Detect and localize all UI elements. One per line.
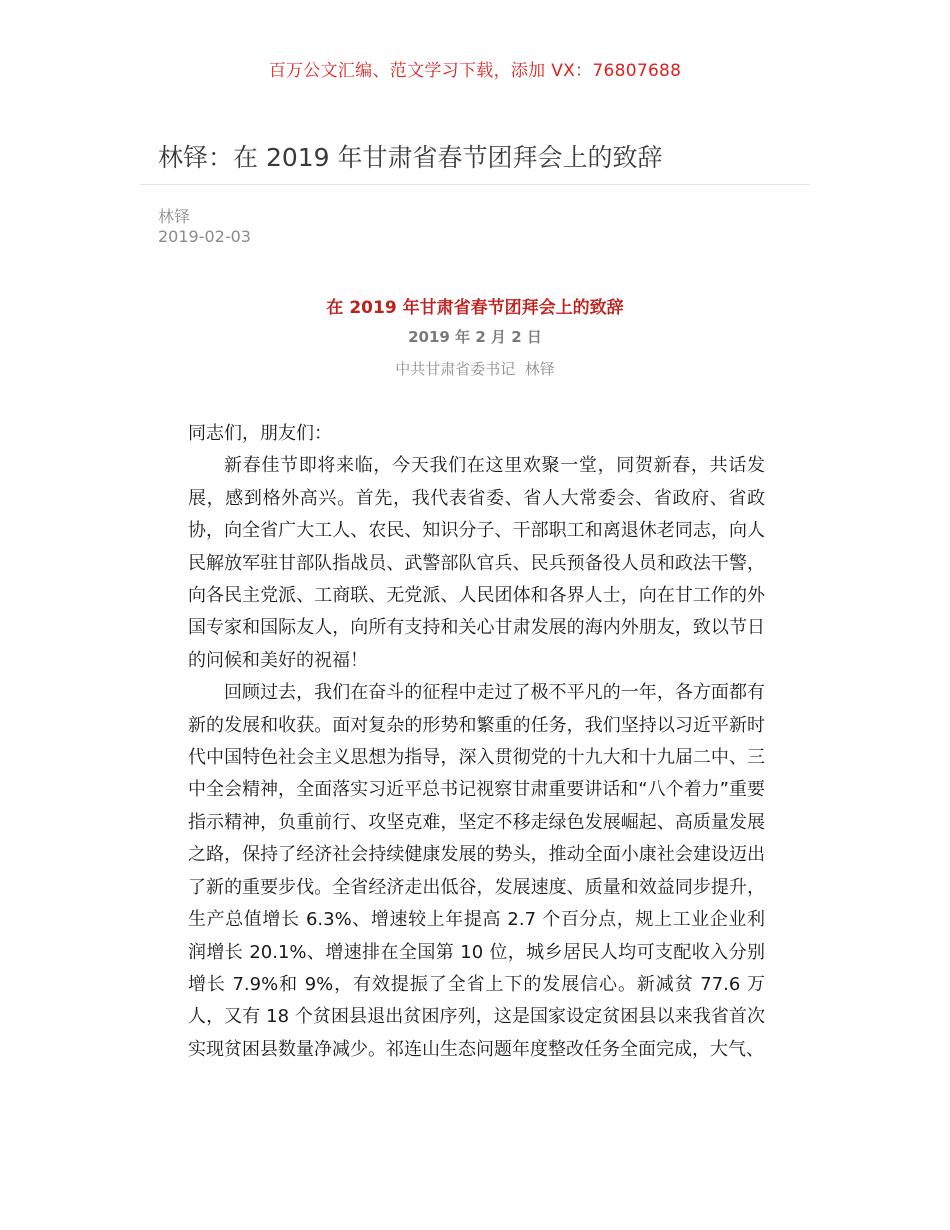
title-divider (140, 184, 810, 185)
speech-date: 2019 年 2 月 2 日 (408, 328, 542, 346)
article-date: 2019-02-03 (158, 227, 251, 246)
speech-byline: 中共甘肃省委书记 林铎 (395, 360, 555, 378)
page-title: 林铎：在 2019 年甘肃省春节团拜会上的致辞 (158, 143, 663, 172)
promo-banner: 百万公文汇编、范文学习下载，添加 VX：76807688 (268, 61, 682, 81)
body-paragraph: 新春佳节即将来临，今天我们在这里欢聚一堂，同贺新春，共话发展，感到格外高兴。首先，我代表省委、省人大常委会、省政府、省政协，向全省广大工人、农民、知识分子、干部职工和离退休老同志，向人民解放军驻甘部队指战员、武警部队官兵、民兵预备役人员和政法干警，向各民主党派、工商联、无党派、人民团体和各界人士，向在甘工作的外国专家和国际友人，向所有支持和关心甘肃发展的海内外朋友，致以节日的问候和美好的祝福！ (188, 455, 765, 671)
article-author: 林铎 (158, 207, 191, 226)
article-body (188, 418, 765, 1066)
body-paragraph: 回顾过去，我们在奋斗的征程中走过了极不平凡的一年，各方面都有新的发展和收获。面对复杂的形势和繁重的任务，我们坚持以习近平新时代中国特色社会主义思想为指导，深入贯彻党的十九大和十九届二中、三中全会精神，全面落实习近平总书记视察甘肃重要讲话和“八个着力”重要指示精神，负重前行、攻坚克难，坚定不移走绿色发展崛起、高质量发展之路，保持了经济社会持续健康发展的势头，推动全面小康社会建设迈出了新的重要步伐。全省经济走出低谷，发展速度、质量和效益同步提升，生产总值增长 6.3%、增速较上年提高 2.7 个百分点，规上工业企业利润增长 20.1%、增速排在全国第 10 位，城乡居民人均可支配收入分别增长 7.9%和 9%，有效提振了全省上下的发展信心。新减贫 77.6 万人，又有 18 个贫困县退出贫困序列，这是国家设定贫困县以来我省首次实现贫困县数量净减少。祁连山生态问题年度整改任务全面完成，大气、 (188, 682, 765, 1060)
salutation: 同志们，朋友们： (188, 423, 332, 444)
speech-heading: 在 2019 年甘肃省春节团拜会上的致辞 (326, 298, 624, 318)
